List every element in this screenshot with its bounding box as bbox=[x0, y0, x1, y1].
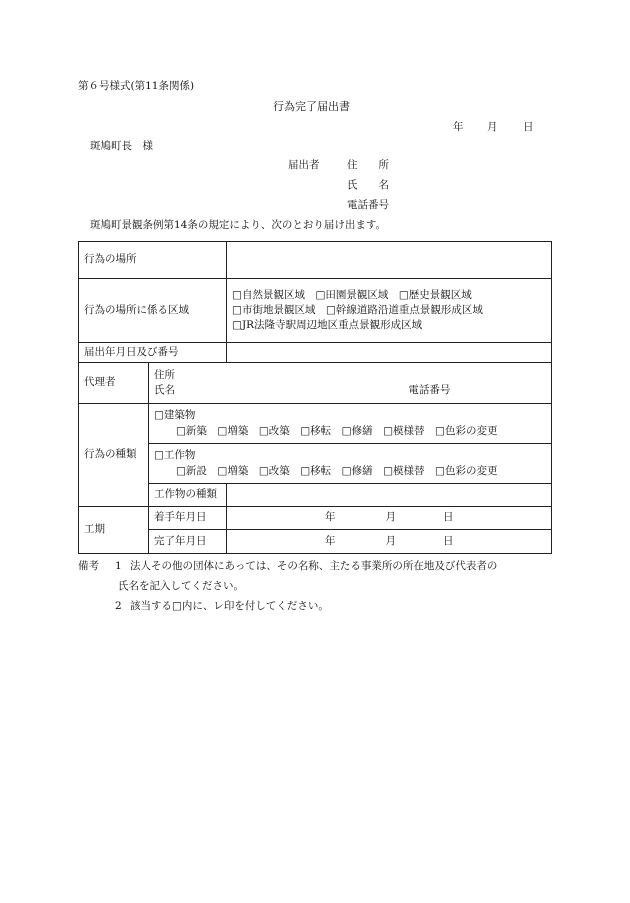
intro-text: 斑鳩町景観条例第14条の規定により、次のとおり届け出ます。 bbox=[90, 219, 387, 231]
date-month-label: 月 bbox=[487, 121, 498, 133]
applicant-address-label: 住 所 bbox=[347, 159, 389, 171]
structure-type-row bbox=[79, 484, 552, 507]
building-checkbox[interactable]: □建築物 bbox=[154, 409, 196, 422]
notes-heading: 備考 bbox=[78, 560, 99, 572]
agent-row bbox=[79, 363, 552, 404]
note-1-number: 1 bbox=[115, 560, 122, 572]
note-2-number: 2 bbox=[115, 600, 122, 612]
start-date-row bbox=[79, 507, 552, 530]
addressee: 斑鳩町長 様 bbox=[90, 140, 153, 152]
structure-options[interactable]: □新設 □増築 □改築 □移転 □修繕 □模様替 □色彩の変更 bbox=[176, 464, 498, 477]
structure-type-label: 工作物の種類 bbox=[149, 484, 227, 507]
end-date-label: 完了年月日 bbox=[149, 530, 227, 554]
agent-label: 代理者 bbox=[79, 363, 149, 404]
applicant-name-label: 氏 名 bbox=[347, 179, 389, 191]
end-year-label: 年 bbox=[325, 534, 336, 547]
form-title: 行為完了届出書 bbox=[273, 100, 350, 113]
structure-cell bbox=[149, 444, 552, 484]
period-label: 工期 bbox=[79, 507, 149, 554]
start-date-label: 着手年月日 bbox=[149, 507, 227, 530]
start-date-field[interactable] bbox=[227, 507, 552, 530]
structure-type-field[interactable] bbox=[227, 484, 552, 507]
zone-row bbox=[79, 279, 552, 343]
filing-date-row bbox=[79, 343, 552, 363]
note-2-text: 該当する□内に、レ印を付してください。 bbox=[130, 600, 329, 612]
applicant-phone-label: 電話番号 bbox=[347, 199, 389, 211]
agent-name-label: 氏名 bbox=[154, 384, 175, 396]
end-month-label: 月 bbox=[385, 534, 397, 547]
note-1-line-2: 氏名を記入してください。 bbox=[118, 580, 244, 592]
end-day-label: 日 bbox=[443, 534, 454, 547]
structure-row bbox=[79, 444, 552, 484]
zones-line-2[interactable]: □市街地景観区域 □幹線道路沿道重点景観形成区域 bbox=[232, 303, 483, 316]
start-day-label: 日 bbox=[443, 511, 454, 524]
end-date-row bbox=[79, 530, 552, 554]
start-year-label: 年 bbox=[325, 511, 336, 524]
date-day-label: 日 bbox=[523, 121, 534, 133]
agent-info-cell[interactable] bbox=[149, 363, 552, 404]
act-type-label: 行為の種類 bbox=[79, 404, 149, 507]
agent-phone-label: 電話番号 bbox=[408, 384, 451, 396]
end-date-field[interactable] bbox=[227, 530, 552, 554]
zones-line-3[interactable]: □JR法隆寺駅周辺地区重点景観形成区域 bbox=[232, 319, 423, 332]
form-number: 第６号様式(第11条関係) bbox=[78, 80, 195, 92]
start-month-label: 月 bbox=[385, 511, 397, 524]
zones-line-1[interactable]: □自然景観区域 □田園景観区域 □歴史景観区域 bbox=[232, 288, 472, 301]
zone-checkbox-group[interactable] bbox=[227, 279, 552, 343]
notification-form-table bbox=[78, 241, 552, 554]
location-label: 行為の場所 bbox=[79, 242, 227, 279]
date-year-label: 年 bbox=[453, 121, 464, 133]
zone-label: 行為の場所に係る区域 bbox=[79, 279, 227, 343]
building-row bbox=[79, 404, 552, 444]
filing-date-field[interactable] bbox=[227, 343, 552, 363]
structure-checkbox[interactable]: □工作物 bbox=[154, 449, 196, 462]
location-field[interactable] bbox=[227, 242, 552, 279]
applicant-label: 届出者 bbox=[288, 159, 320, 171]
building-options[interactable]: □新築 □増築 □改築 □移転 □修繕 □模様替 □色彩の変更 bbox=[176, 424, 498, 437]
filing-date-label: 届出年月日及び番号 bbox=[79, 343, 227, 363]
location-row bbox=[79, 242, 552, 279]
building-cell bbox=[149, 404, 552, 444]
agent-address-label: 住所 bbox=[154, 368, 175, 381]
note-1-line-1: 法人その他の団体にあっては、その名称、主たる事業所の所在地及び代表者の bbox=[130, 560, 498, 572]
